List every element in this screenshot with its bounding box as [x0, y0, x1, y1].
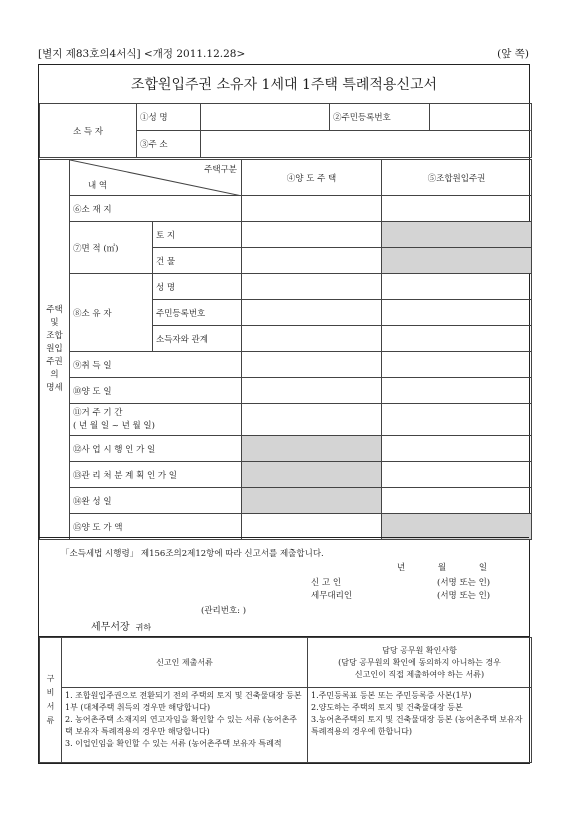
rrn-label: ②주민등록번호 [330, 104, 430, 131]
holder-rrn-house-field[interactable] [242, 300, 382, 326]
form-title: 조합원입주권 소유자 1세대 1주택 특례적용신고서 [39, 65, 529, 104]
building-house-field[interactable] [242, 248, 382, 274]
page-side-label: (앞 쪽) [497, 48, 529, 60]
row-residence-label [70, 404, 242, 436]
row-transferred-label: ⑩양 도 일 [70, 378, 242, 404]
name-field[interactable] [201, 104, 330, 131]
location-right-field[interactable] [382, 196, 532, 222]
tax-office-addressee [91, 618, 151, 633]
row-acquired-label: ⑨취 득 일 [70, 352, 242, 378]
row-holder-name-label: 성 명 [153, 274, 242, 300]
address-label: ③주 소 [137, 131, 201, 158]
residence-right-field[interactable] [382, 404, 532, 436]
col-header-right: ⑤조합원입주권 [382, 160, 532, 196]
row-holder-label: ⑧소 유 자 [70, 274, 153, 352]
list-item: 1. 조합원입주권으로 전환되기 전의 주택의 토지 및 건축물대장 등본 1부 (대체주택 취득의 경우만 해당합니다) [65, 691, 302, 712]
price-right-shaded [382, 514, 532, 540]
declaration-date: 년 월 일 [397, 563, 488, 573]
list-item: 2. 농어촌주택 소재지의 연고자임을 확인할 수 있는 서류 (농어촌주택 보유자 특례적용의 경우만 해당합니다) [65, 715, 298, 736]
name-label: ①성 명 [137, 104, 201, 131]
land-right-shaded [382, 222, 532, 248]
corner-bottom-label: 내 역 [88, 181, 108, 191]
col-header-house: ④양 도 주 택 [242, 160, 382, 196]
list-item: 3. 이업인임을 확인할 수 있는 서류 (농어촌주택 보유자 특례적 [65, 739, 282, 748]
list-item: 3.농어촌주택의 토지 및 건축물대장 등본 (농어촌주택 보유자 특례적용의 경우에 한합니다) [311, 715, 523, 736]
row-land-label: 토 지 [153, 222, 242, 248]
holder-rrn-right-field[interactable] [382, 300, 532, 326]
transferred-right-field[interactable] [382, 378, 532, 404]
holder-name-right-field[interactable] [382, 274, 532, 300]
row-holder-relation-label: 소득자와 관계 [153, 326, 242, 352]
row-disposition-approval-label: ⑬관 리 처 분 계 획 인 가 일 [70, 462, 242, 488]
reporter-signature[interactable]: (서명 또는 인) [437, 578, 491, 588]
honorific-label: 귀하 [135, 623, 152, 632]
disposition-approval-house-shaded [242, 462, 382, 488]
transferred-house-field[interactable] [242, 378, 382, 404]
completion-house-shaded [242, 488, 382, 514]
row-location-label: ⑥소 재 지 [70, 196, 242, 222]
residence-label-main: ⑪거 주 기 간 [73, 407, 123, 418]
row-price-label: ⑮양 도 가 액 [70, 514, 242, 540]
row-building-label: 건 물 [153, 248, 242, 274]
list-item: 1.주민등록표 등본 또는 주민등록증 사본(1부) [311, 691, 472, 700]
declaration-block [39, 537, 529, 637]
row-holder-rrn-label: 주민등록번호 [153, 300, 242, 326]
location-house-field[interactable] [242, 196, 382, 222]
disposition-approval-right-field[interactable] [382, 462, 532, 488]
details-section-label: 주택 및 조합원입주권의 명세 [40, 160, 70, 540]
declaration-statement: 「소득세법 시행령」 제156조의2제12항에 따라 신고서를 제출합니다. [61, 549, 324, 559]
holder-name-house-field[interactable] [242, 274, 382, 300]
land-house-field[interactable] [242, 222, 382, 248]
building-right-shaded [382, 248, 532, 274]
owner-section-label: 소 득 자 [40, 104, 137, 158]
tax-office-label: 세무서장 [91, 622, 130, 633]
completion-right-field[interactable] [382, 488, 532, 514]
submit-docs-list [62, 688, 308, 763]
acquired-right-field[interactable] [382, 352, 532, 378]
documents-table [39, 637, 532, 763]
reporter-label: 신 고 인 [311, 578, 342, 588]
documents-section-label: 구 비 서 류 [40, 638, 62, 763]
row-area-label: ⑦면 적 (㎡) [70, 222, 153, 274]
project-approval-right-field[interactable] [382, 436, 532, 462]
form-reference: [별지 제83호의4서식] <개정 2011.12.28> [38, 48, 246, 60]
address-field[interactable] [201, 131, 532, 158]
corner-header-cell [70, 160, 242, 196]
owner-table [39, 103, 532, 158]
agent-signature[interactable]: (서명 또는 인) [437, 591, 491, 601]
submit-docs-header: 신고인 제출서류 [62, 638, 308, 688]
list-item: 2.양도하는 주택의 토지 및 건축물대장 등본 [311, 703, 463, 712]
project-approval-house-shaded [242, 436, 382, 462]
row-project-approval-label: ⑫사 업 시 행 인 가 일 [70, 436, 242, 462]
management-number: (관리번호: ) [201, 606, 247, 616]
corner-top-label: 주택구분 [204, 165, 237, 175]
residence-house-field[interactable] [242, 404, 382, 436]
holder-relation-right-field[interactable] [382, 326, 532, 352]
holder-relation-house-field[interactable] [242, 326, 382, 352]
acquired-house-field[interactable] [242, 352, 382, 378]
official-check-header: 담당 공무원 확인사항 (담당 공무원의 확인에 동의하지 아니하는 경우 신고인이 직접 제출하여야 하는 서류) [308, 638, 532, 688]
rrn-field[interactable] [430, 104, 532, 131]
agent-label: 세무대리인 [311, 591, 353, 601]
report-form [38, 64, 530, 764]
official-check-list [308, 688, 532, 763]
documents-block [39, 637, 529, 763]
row-completion-label: ⑭완 성 일 [70, 488, 242, 514]
details-table [39, 159, 532, 540]
price-house-field[interactable] [242, 514, 382, 540]
residence-label-sub: ( 년 월 일 ~ 년 월 일) [73, 420, 155, 431]
